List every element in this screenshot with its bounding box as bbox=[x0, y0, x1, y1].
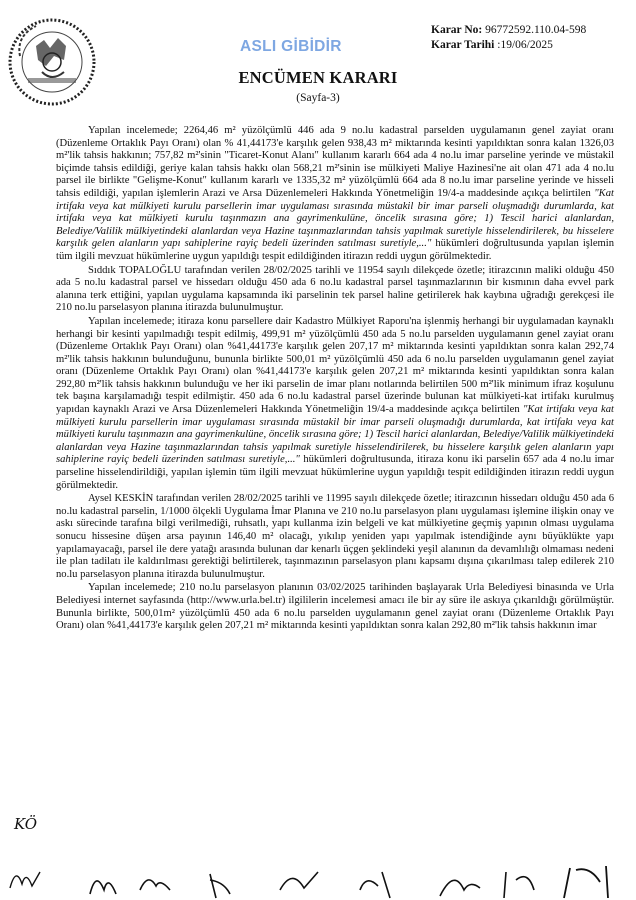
karar-tarihi-value: :19/06/2025 bbox=[494, 39, 553, 51]
document-body bbox=[56, 125, 614, 633]
page-title: ENCÜMEN KARARI bbox=[238, 68, 398, 87]
karar-tarihi-label: Karar Tarihi bbox=[431, 39, 495, 51]
paragraph-1-quote: "Kat irtifakı veya kat mülkiyeti kurulu parsellerin imar uygulaması sırasında müstakil bir imar parseli oluşmadığı durumlarda, kat irtifakı veya kat mülkiyeti kurulu taşınmazın ana gayrimenkulüne, öncelik sırasına göre; 1) Tescil harici alanlardan, Belediye/Valilik mülkiyetindeki alanlardan veya Hazine taşınmazlarından tahsis yapılmak suretiyle hisselendirilerek, bu hisselere karşılık gelen alanların yapı sahiplerine rayiç bedeli üzerinden satılması suretiyle,..." bbox=[56, 187, 614, 250]
paragraph-3-quote: "Kat irtifakı veya kat mülkiyeti kurulu parsellerin imar uygulaması sırasında müstakil bir imar parseli oluşmadığı durumlarda, kat irtifakı veya kat mülkiyeti kurulu taşınmazın ana gayrimenkulüne, öncelik sırasına göre; 1) Tescil harici alanlardan, Belediye/Valilik mülkiyetindeki alanlardan veya Hazine taşınmazlarından tahsis yapılmak suretiyle hisselendirilerek, bu hisselere karşılık gelen alanların yapı sahiplerine rayiç bedeli üzerinden satılması suretiyle,..." bbox=[56, 404, 614, 466]
karar-no-line bbox=[431, 23, 586, 38]
page-number: (Sayfa-3) bbox=[296, 92, 340, 104]
karar-info bbox=[431, 23, 586, 53]
paragraph-3-text-a: Yapılan incelemede; itiraza konu parsellere dair Kadastro Mülkiyet Raporu'na işlenmiş herhangi bir uygulamadan kaynaklı herhangi bir kesinti yapılmadığı tespit edilmiş, 499,91 m² yüzölçümlü 450 ada 5 no.lu parselden uygulamanın genel zayiat oranı (Düzenleme Ortaklık Payı Oranı) olan %41,44173'e karşılık gelen 207,17 m² miktarında kesinti yapıldıktan sonra kalan 292,74 m²'lik tahsis hakkının bulunduğunu, bununla birlikte 500,01 m² yüzölçümlü 450 ada 6 no.lu parselden uygulamanın genel zayiat oranı (Düzenleme Ortaklık Payı Oranı) olan %41,44173'e karşılık gelen 207,21 m² miktarında kesinti yapıldıktan sonra kalan 292,80 m²'lik tahsis hakkının bulunduğu ve her iki parselin de imar planı notlarında belirtilen 500 m²'lik minimum ifraz koşulunu tek başına karşılamadığı tespit edilmiştir. 450 ada 6 no.lu kadastral parsel üzerinde bulunan kat mülkiyeti-kat irtifakı kurulmuş yapıdan kaynaklı Arazi ve Arsa Düzenlemeleri Hakkında Yönetmeliğin 19/4-a maddesinde açıkça belirtilen bbox=[56, 315, 614, 416]
karar-no-label: Karar No: bbox=[431, 24, 483, 36]
karar-tarihi-line bbox=[431, 38, 586, 53]
signatures-strip bbox=[60, 860, 630, 900]
asli-gibidir-stamp: ASLI GİBİDİR bbox=[240, 38, 342, 55]
paragraph-1-text-b: hükümleri doğrultusunda yapılan işlemin tüm ilgili mevzuat hükümlerine uygun yapıldığı tespit edildiğinden itirazın reddi uygun görülmektedir. bbox=[56, 238, 615, 262]
margin-initials: KÖ bbox=[14, 815, 38, 833]
paragraph-4: Aysel KESKİN tarafından verilen 28/02/2025 tarihli ve 11995 sayılı dilekçede özetle; itirazcının hissedarı olduğu 450 ada 6 no.lu kadastral parselin, 1/1000 ölçekli Uygulama İmar Planına ve 210 no.lu parselasyon planı uygulaması işlemine ilişkin onay ve askı sürecinde tarafına bilgi verilmediği, ruhsatlı, yapı kullanma izin belgeli ve kat mülkiyetine geçmiş yapının olması uygulama sonucu hissesine düşen arsa payının 146,40 m² olacağı, yıkılıp yeniden yapı yapılmak istendiğinde aynı büyüklükte yapı yapılamayacağı, parsel ile dere yatağı arasında bulunan dar kenarlı üçgen şeklindeki yeşil alanının da devamlılığı olmaması nedeni ile plan tadilatı ile kaldırılması gerektiği belirtilerek, taşınmazının parselasyon planı kapsamı dışına çıkarılması talep edilerek 210 no.lu parselasyon planına itirazda bulunulmuştur. bbox=[56, 493, 614, 580]
paragraph-3 bbox=[56, 316, 614, 492]
paragraph-3-text-b: hükümleri doğrultusunda, itiraza konu iki parselin 657 ada 4 no.lu imar parseline hisselendirildiği, yapılan işlemin tüm ilgili mevzuat hükümlerine uygun yapıldığı tespit edildiğinden itirazın reddi uygun görülmektedir. bbox=[56, 454, 615, 491]
karar-no-value: 96772592.110.04-598 bbox=[482, 24, 587, 36]
paragraph-5: Yapılan incelemede; 210 no.lu parselasyon planının 03/02/2025 tarihinden başlayarak Urla Belediyesi binasında ve Urla Belediyesi internet sayfasında (http://www.urla.bel.tr) ilgililerin incelemesi amacı ile bir ay süre ile askıya çıkarıldığı görülmüştür. Bununla birlikte, 500,01m² yüzölçümlü 450 ada 6 no.lu parselden uygulamanın genel zayiat oranı (Düzenleme Ortaklık Payı Oranı) olan %41,44173'e karşılık gelen 207,21 m² miktarında kesinti yapıldıktan sonra kalan 292,80 m²'lik tahsis hakkının imar bbox=[56, 582, 614, 632]
paragraph-1-text-a: Yapılan incelemede; 2264,46 m² yüzölçümlü 446 ada 9 no.lu kadastral parselden uygulamanın genel zayiat oranı (Düzenleme Ortaklık Payı Oranı) olan % 41,44173'e karşılık gelen 938,43 m² miktarında kesinti yapıldıktan sonra kalan 1326,03 m²'lik tahsis hakkının; 757,82 m²'sinin "Ticaret-Konut Alanı" kullanım kararlı 664 ada 4 no.lu imar parseline yerinde ve müstakil biçimde tahsis edildiği, geriye kalan tahsis hakkı olan 568,21 m²'sinin ise mülkiyeti Maliye Hazinesi'ne ait olan 471 ada 4 no.lu parsel ile birlikte "Gelişme-Konut" kullanım kararlı ve 1335,32 m² yüzölçümlü 664 ada 8 no.lu imar parseline yerinde ve hisseli tahsis edildiği, yapılan işlemlerin Arazi ve Arsa Düzenlemeleri Hakkında Yönetmeliğin 19/4-a maddesinde açıkça belirtilen bbox=[56, 125, 614, 199]
margin-signature bbox=[6, 862, 46, 892]
paragraph-1 bbox=[56, 125, 614, 264]
paragraph-2: Sıddık TOPALOĞLU tarafından verilen 28/02/2025 tarihli ve 11954 sayılı dilekçede özetle; itirazcının maliki olduğu 450 ada 5 no.lu kadastral parsel ve hissedarı olduğu 450 ada 6 no.lu kadastral parsel taşınmazlarının bir kısmının daha evvel park alanına terk ettiğini, yapılan uygulama kapsamında iki parselinin tek parsel haline getirilerek hak kaybına uğradığı gerekçesi ile 210 no.lu parselasyon planına itirazda bulunulmuştur. bbox=[56, 264, 614, 314]
